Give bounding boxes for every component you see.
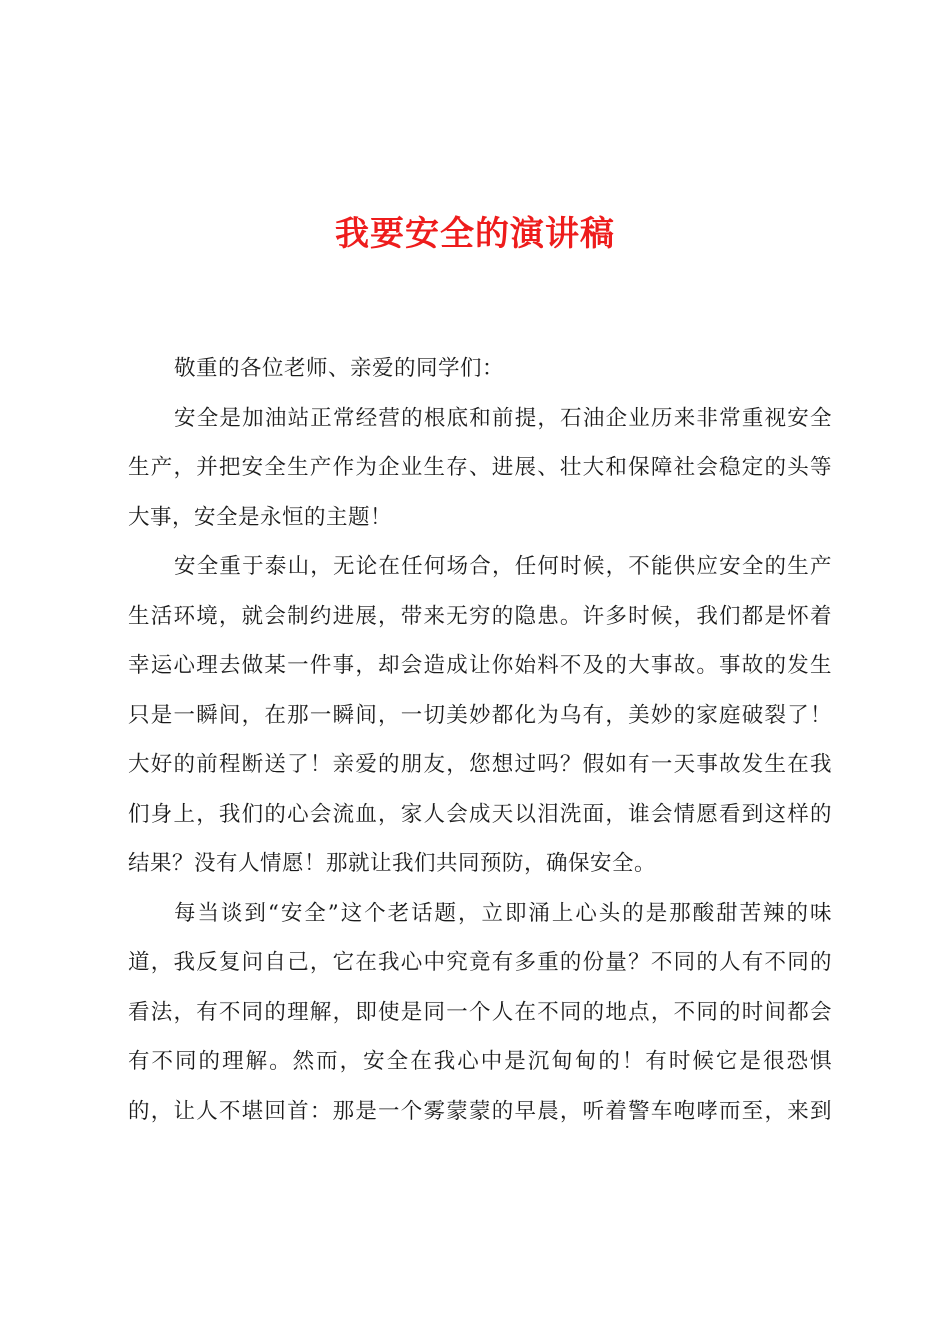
paragraph-3-line-1: 每当谈到“安全”这个老话题，立即涌上心头的是那酸甜苦辣的味	[174, 900, 832, 926]
paragraph-3-line-4: 有不同的理解。然而，安全在我心中是沉甸甸的！有时候它是很恐惧	[128, 1049, 832, 1074]
paragraph-1-line-1: 安全是加油站正常经营的根底和前提，石油企业历来非常重视安全	[174, 405, 832, 431]
paragraph-2-line-3: 幸运心理去做某一件事，却会造成让你始料不及的大事故。事故的发生	[128, 653, 832, 678]
salutation-line: 敬重的各位老师、亲爱的同学们：	[174, 356, 505, 381]
paragraph-2-line-4: 只是一瞬间，在那一瞬间，一切美妙都化为乌有，美妙的家庭破裂了！	[128, 702, 832, 728]
paragraph-2-line-2: 生活环境，就会制约进展，带来无穷的隐患。许多时候，我们都是怀着	[128, 603, 832, 629]
paragraph-2-line-1: 安全重于泰山，无论在任何场合，任何时候，不能供应安全的生产	[174, 554, 832, 579]
paragraph-3-line-2: 道，我反复问自己，它在我心中究竟有多重的份量？不同的人有不同的	[128, 950, 832, 975]
paragraph-2-line-5: 大好的前程断送了！亲爱的朋友，您想过吗？假如有一天事故发生在我	[128, 752, 832, 777]
document-title: 我要安全的演讲稿	[335, 214, 615, 254]
paragraph-3-line-5: 的，让人不堪回首：那是一个雾蒙蒙的早晨，听着警车咆哮而至，来到	[128, 1098, 832, 1124]
paragraph-1-line-2: 生产，并把安全生产作为企业生存、进展、壮大和保障社会稳定的头等	[128, 455, 832, 480]
document-body	[128, 344, 832, 1136]
paragraph-2-line-7: 结果？没有人情愿！那就让我们共同预防，确保安全。	[128, 851, 657, 876]
paragraph-3-line-3: 看法，有不同的理解，即使是同一个人在不同的地点，不同的时间都会	[128, 999, 832, 1025]
paragraph-1-line-3: 大事，安全是永恒的主题！	[128, 504, 393, 530]
paragraph-2-line-6: 们身上，我们的心会流血，家人会成天以泪洗面，谁会情愿看到这样的	[128, 801, 832, 827]
